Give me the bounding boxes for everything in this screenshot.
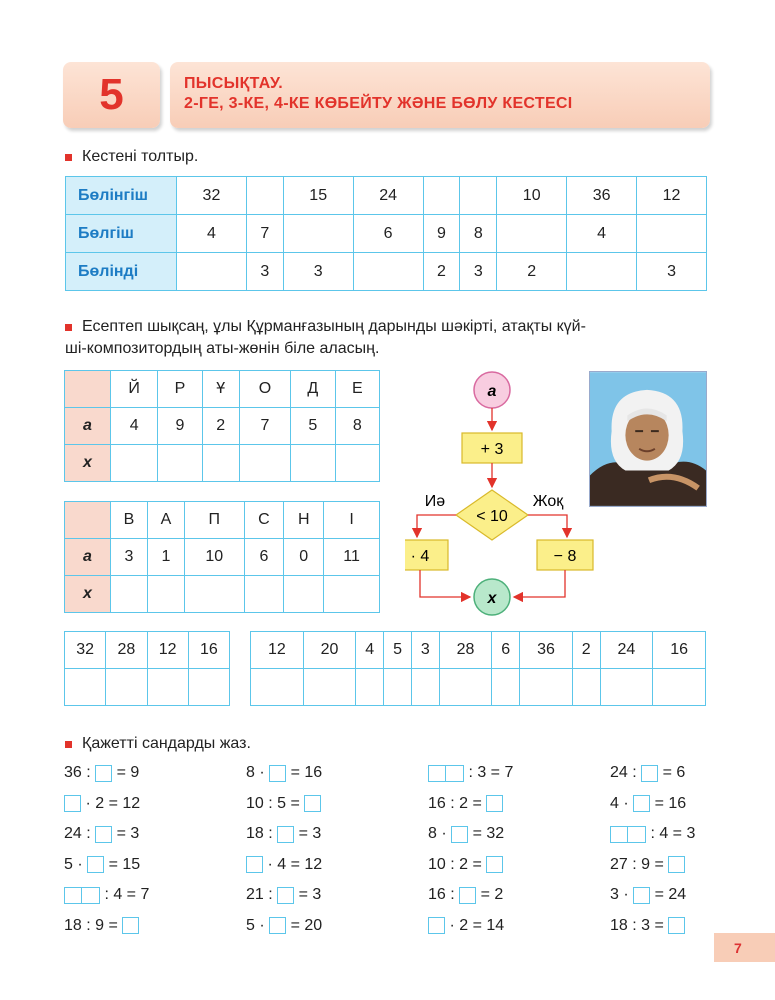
letter-cell: Д bbox=[290, 371, 335, 408]
equation-left-text: 5 · bbox=[246, 916, 270, 934]
a-value-cell: 3 bbox=[111, 539, 148, 576]
answer-letter-cell[interactable] bbox=[147, 669, 188, 706]
division-table-cell: 36 bbox=[567, 177, 637, 215]
division-table-blank-cell[interactable] bbox=[637, 215, 707, 253]
equation-right-text: = 3 bbox=[294, 825, 322, 842]
equation bbox=[428, 764, 513, 782]
a-value-cell: 0 bbox=[284, 539, 324, 576]
answer-number-cell: 28 bbox=[439, 632, 492, 669]
answer-table-word1 bbox=[64, 631, 230, 706]
equation bbox=[428, 886, 503, 904]
equation-left-text: 10 : 2 = bbox=[428, 855, 487, 873]
answer-number-cell: 6 bbox=[492, 632, 520, 669]
division-table-blank-cell[interactable] bbox=[177, 253, 247, 291]
row-a-label: a bbox=[65, 539, 111, 576]
equation-right-text: = 3 bbox=[112, 825, 140, 842]
composer-portrait bbox=[589, 371, 707, 507]
answer-box[interactable] bbox=[95, 765, 112, 782]
answer-letter-cell[interactable] bbox=[65, 669, 106, 706]
answer-letter-cell[interactable] bbox=[384, 669, 412, 706]
flow-yes-op-label: · 4 bbox=[410, 548, 430, 565]
division-table-blank-cell[interactable] bbox=[283, 215, 353, 253]
letter-cell: В bbox=[111, 502, 148, 539]
x-answer-cell[interactable] bbox=[240, 445, 291, 482]
equation-left-text: 24 : bbox=[610, 764, 642, 781]
task2-instruction-line2: ші-композитордың аты-жөнін біле аласың. bbox=[65, 340, 380, 357]
answer-number-cell: 2 bbox=[572, 632, 600, 669]
equation-right-text: = 16 bbox=[286, 764, 323, 781]
answer-box[interactable] bbox=[610, 826, 646, 843]
division-table-cell: 15 bbox=[283, 177, 353, 215]
equation-right-text: : 4 = 7 bbox=[100, 886, 150, 903]
division-table-cell: 10 bbox=[497, 177, 567, 215]
letter-cell: Р bbox=[158, 371, 202, 408]
division-table-blank-cell[interactable] bbox=[246, 177, 283, 215]
equation-left-text: 8 · bbox=[246, 764, 270, 781]
answer-box[interactable] bbox=[64, 887, 100, 904]
a-value-cell: 8 bbox=[335, 408, 379, 445]
answer-box[interactable] bbox=[486, 795, 503, 812]
page-number: 7 bbox=[714, 933, 775, 962]
equation bbox=[64, 764, 139, 782]
division-table-cell: 3 bbox=[246, 253, 283, 291]
equation-left-text: 18 : bbox=[246, 825, 278, 842]
letter-cell: А bbox=[147, 502, 184, 539]
division-table-row-label: Бөлінгіш bbox=[66, 177, 177, 215]
equation bbox=[246, 795, 321, 813]
flow-end-label: x bbox=[487, 590, 497, 607]
division-table-cell: 4 bbox=[567, 215, 637, 253]
answer-box[interactable] bbox=[633, 887, 650, 904]
equation bbox=[428, 856, 503, 874]
equation bbox=[610, 795, 686, 813]
answer-box[interactable] bbox=[122, 917, 139, 934]
answer-letter-cell[interactable] bbox=[411, 669, 439, 706]
equation-right-text: = 32 bbox=[468, 825, 505, 842]
lesson-title bbox=[170, 62, 710, 128]
x-answer-cell[interactable] bbox=[290, 445, 335, 482]
answer-number-cell: 12 bbox=[147, 632, 188, 669]
equation bbox=[246, 856, 322, 874]
division-table-blank-cell[interactable] bbox=[353, 253, 423, 291]
x-answer-cell[interactable] bbox=[184, 576, 244, 613]
equation-right-text: = 2 bbox=[476, 886, 504, 903]
equation-left-text: 18 : 9 = bbox=[64, 916, 123, 934]
task2-instruction bbox=[65, 316, 712, 360]
a-value-cell: 10 bbox=[184, 539, 244, 576]
equation-left-text: 8 · bbox=[428, 825, 452, 842]
flow-start-label: a bbox=[487, 383, 497, 400]
division-table-cell: 9 bbox=[423, 215, 460, 253]
division-table-row bbox=[66, 253, 707, 291]
flow-add-label: + 3 bbox=[480, 441, 504, 458]
letter-cell: І bbox=[324, 502, 380, 539]
equation bbox=[64, 917, 139, 935]
division-table-cell: 4 bbox=[177, 215, 247, 253]
answer-number-cell: 4 bbox=[356, 632, 384, 669]
letter-cell: Е bbox=[335, 371, 379, 408]
flow-no-op-label: − 8 bbox=[553, 548, 577, 565]
x-answer-cell[interactable] bbox=[202, 445, 240, 482]
task3-instruction: Қажетті сандарды жаз. bbox=[82, 735, 251, 752]
x-answer-cell[interactable] bbox=[335, 445, 379, 482]
equation bbox=[246, 886, 321, 904]
lesson-title-line1: ПЫСЫҚТАУ. bbox=[184, 75, 283, 92]
answer-letter-cell[interactable] bbox=[106, 669, 147, 706]
equation bbox=[64, 795, 140, 813]
answer-number-cell: 20 bbox=[303, 632, 356, 669]
answer-box[interactable] bbox=[246, 856, 263, 873]
answer-box[interactable] bbox=[269, 765, 286, 782]
answer-box[interactable] bbox=[428, 917, 445, 934]
answer-box[interactable] bbox=[451, 826, 468, 843]
division-table-row-label: Бөлгіш bbox=[66, 215, 177, 253]
division-table-cell: 24 bbox=[353, 177, 423, 215]
answer-number-cell: 24 bbox=[600, 632, 653, 669]
answer-number-cell: 12 bbox=[251, 632, 304, 669]
answer-box[interactable] bbox=[428, 765, 464, 782]
answer-letter-cell[interactable] bbox=[251, 669, 304, 706]
answer-box[interactable] bbox=[277, 887, 294, 904]
equation bbox=[428, 825, 504, 843]
flow-no-label: Жоқ bbox=[532, 493, 564, 510]
a-value-cell: 5 bbox=[290, 408, 335, 445]
division-table-cell: 8 bbox=[460, 215, 497, 253]
x-answer-cell[interactable] bbox=[111, 576, 148, 613]
division-table-blank-cell[interactable] bbox=[423, 177, 460, 215]
flow-yes-label: Иә bbox=[424, 493, 446, 510]
equation bbox=[610, 917, 685, 935]
x-answer-cell[interactable] bbox=[147, 576, 184, 613]
x-answer-cell[interactable] bbox=[244, 576, 284, 613]
equation bbox=[428, 917, 504, 935]
division-table-cell: 12 bbox=[637, 177, 707, 215]
equation bbox=[610, 764, 685, 782]
equation-left-text: 4 · bbox=[610, 794, 634, 812]
equation-right-text: = 20 bbox=[286, 916, 323, 934]
a-value-cell: 2 bbox=[202, 408, 240, 445]
letter-table-2 bbox=[64, 501, 380, 613]
equation-left-text: 16 : bbox=[428, 886, 460, 903]
answer-letter-cell[interactable] bbox=[356, 669, 384, 706]
division-table-row bbox=[66, 177, 707, 215]
equation-left-text: 24 : bbox=[64, 825, 96, 842]
equation bbox=[246, 825, 321, 843]
lesson-number: 5 bbox=[63, 62, 160, 128]
letter-cell: С bbox=[244, 502, 284, 539]
equation-right-text: = 6 bbox=[658, 764, 686, 781]
answer-letter-cell[interactable] bbox=[653, 669, 706, 706]
equation-left-text: 21 : bbox=[246, 886, 278, 903]
bullet-task3 bbox=[65, 741, 72, 748]
equation-right-text: = 9 bbox=[112, 764, 140, 781]
answer-number-cell: 16 bbox=[188, 632, 229, 669]
division-table-row bbox=[66, 215, 707, 253]
division-table-cell: 2 bbox=[497, 253, 567, 291]
equation bbox=[610, 886, 686, 904]
equation-right-text: = 24 bbox=[650, 886, 687, 903]
letter-table-corner bbox=[65, 502, 111, 539]
a-value-cell: 9 bbox=[158, 408, 202, 445]
answer-box[interactable] bbox=[668, 917, 685, 934]
answer-box[interactable] bbox=[277, 826, 294, 843]
equation bbox=[64, 886, 149, 904]
equation-left-text: 3 · bbox=[610, 886, 634, 903]
answer-box[interactable] bbox=[668, 856, 685, 873]
division-table-cell: 7 bbox=[246, 215, 283, 253]
row-x-label: x bbox=[65, 445, 111, 482]
answer-number-cell: 32 bbox=[65, 632, 106, 669]
answer-letter-cell[interactable] bbox=[600, 669, 653, 706]
answer-box[interactable] bbox=[95, 826, 112, 843]
answer-box[interactable] bbox=[269, 917, 286, 934]
equation-right-text: : 4 = 3 bbox=[646, 825, 696, 842]
equation bbox=[246, 917, 322, 935]
answer-letter-cell[interactable] bbox=[492, 669, 520, 706]
answer-box[interactable] bbox=[641, 765, 658, 782]
equation-right-text: : 3 = 7 bbox=[464, 764, 514, 781]
equation-right-text: · 4 = 12 bbox=[263, 855, 323, 873]
equation-right-text: = 15 bbox=[104, 855, 141, 873]
task1-instruction: Кестені толтыр. bbox=[82, 148, 199, 165]
answer-number-cell: 28 bbox=[106, 632, 147, 669]
answer-box[interactable] bbox=[87, 856, 104, 873]
equation-right-text: · 2 = 14 bbox=[445, 916, 505, 934]
answer-box[interactable] bbox=[633, 795, 650, 812]
equation-left-text: 16 : 2 = bbox=[428, 794, 487, 812]
equation-left-text: 36 : bbox=[64, 764, 96, 781]
equation bbox=[428, 795, 503, 813]
flow-condition-label: < 10 bbox=[476, 508, 508, 525]
division-table-cell: 3 bbox=[460, 253, 497, 291]
division-table-cell: 3 bbox=[637, 253, 707, 291]
task2-instruction-line1: Есептеп шықсаң, ұлы Құрманғазының дарынды шәкірті, атақты күй- bbox=[82, 318, 586, 335]
a-value-cell: 6 bbox=[244, 539, 284, 576]
equation-left-text: 18 : 3 = bbox=[610, 916, 669, 934]
x-answer-cell[interactable] bbox=[324, 576, 380, 613]
letter-cell: П bbox=[184, 502, 244, 539]
letter-cell: Н bbox=[284, 502, 324, 539]
answer-number-cell: 16 bbox=[653, 632, 706, 669]
answer-number-cell: 36 bbox=[520, 632, 573, 669]
letter-cell: Ұ bbox=[202, 371, 240, 408]
division-table-blank-cell[interactable] bbox=[567, 253, 637, 291]
bullet-task2 bbox=[65, 324, 72, 331]
equation-left-text: 10 : 5 = bbox=[246, 794, 305, 812]
answer-box[interactable] bbox=[64, 795, 81, 812]
division-table-blank-cell[interactable] bbox=[497, 215, 567, 253]
equation bbox=[64, 825, 139, 843]
row-a-label: a bbox=[65, 408, 111, 445]
equation-right-text: · 2 = 12 bbox=[81, 794, 141, 812]
answer-number-cell: 3 bbox=[411, 632, 439, 669]
a-value-cell: 11 bbox=[324, 539, 380, 576]
division-table-cell: 2 bbox=[423, 253, 460, 291]
letter-table-1 bbox=[64, 370, 380, 482]
answer-letter-cell[interactable] bbox=[303, 669, 356, 706]
equation-left-text: 27 : 9 = bbox=[610, 855, 669, 873]
equation bbox=[610, 825, 695, 843]
equation-right-text: = 16 bbox=[650, 794, 687, 812]
row-x-label: x bbox=[65, 576, 111, 613]
lesson-title-line2: 2-ГЕ, 3-КЕ, 4-КЕ КӨБЕЙТУ ЖӘНЕ БӨЛУ КЕСТЕСІ bbox=[184, 95, 573, 112]
answer-box[interactable] bbox=[304, 795, 321, 812]
equation-left-text: 5 · bbox=[64, 855, 88, 873]
letter-table-corner bbox=[65, 371, 111, 408]
answer-letter-cell[interactable] bbox=[572, 669, 600, 706]
answer-letter-cell[interactable] bbox=[188, 669, 229, 706]
x-answer-cell[interactable] bbox=[158, 445, 202, 482]
x-answer-cell[interactable] bbox=[284, 576, 324, 613]
division-table-cell: 3 bbox=[283, 253, 353, 291]
answer-box[interactable] bbox=[459, 887, 476, 904]
division-table-cell: 6 bbox=[353, 215, 423, 253]
equation bbox=[64, 856, 140, 874]
division-table-row-label: Бөлінді bbox=[66, 253, 177, 291]
answer-table-word2 bbox=[250, 631, 706, 706]
division-table bbox=[65, 176, 707, 291]
a-value-cell: 4 bbox=[111, 408, 158, 445]
division-table-cell: 32 bbox=[177, 177, 247, 215]
x-answer-cell[interactable] bbox=[111, 445, 158, 482]
letter-cell: Й bbox=[111, 371, 158, 408]
answer-number-cell: 5 bbox=[384, 632, 412, 669]
answer-letter-cell[interactable] bbox=[439, 669, 492, 706]
equation bbox=[610, 856, 685, 874]
letter-cell: О bbox=[240, 371, 291, 408]
division-table-blank-cell[interactable] bbox=[460, 177, 497, 215]
answer-box[interactable] bbox=[486, 856, 503, 873]
a-value-cell: 1 bbox=[147, 539, 184, 576]
flowchart bbox=[405, 370, 595, 620]
bullet-task1 bbox=[65, 154, 72, 161]
equation-right-text: = 3 bbox=[294, 886, 322, 903]
answer-letter-cell[interactable] bbox=[520, 669, 573, 706]
equation bbox=[246, 764, 322, 782]
a-value-cell: 7 bbox=[240, 408, 291, 445]
